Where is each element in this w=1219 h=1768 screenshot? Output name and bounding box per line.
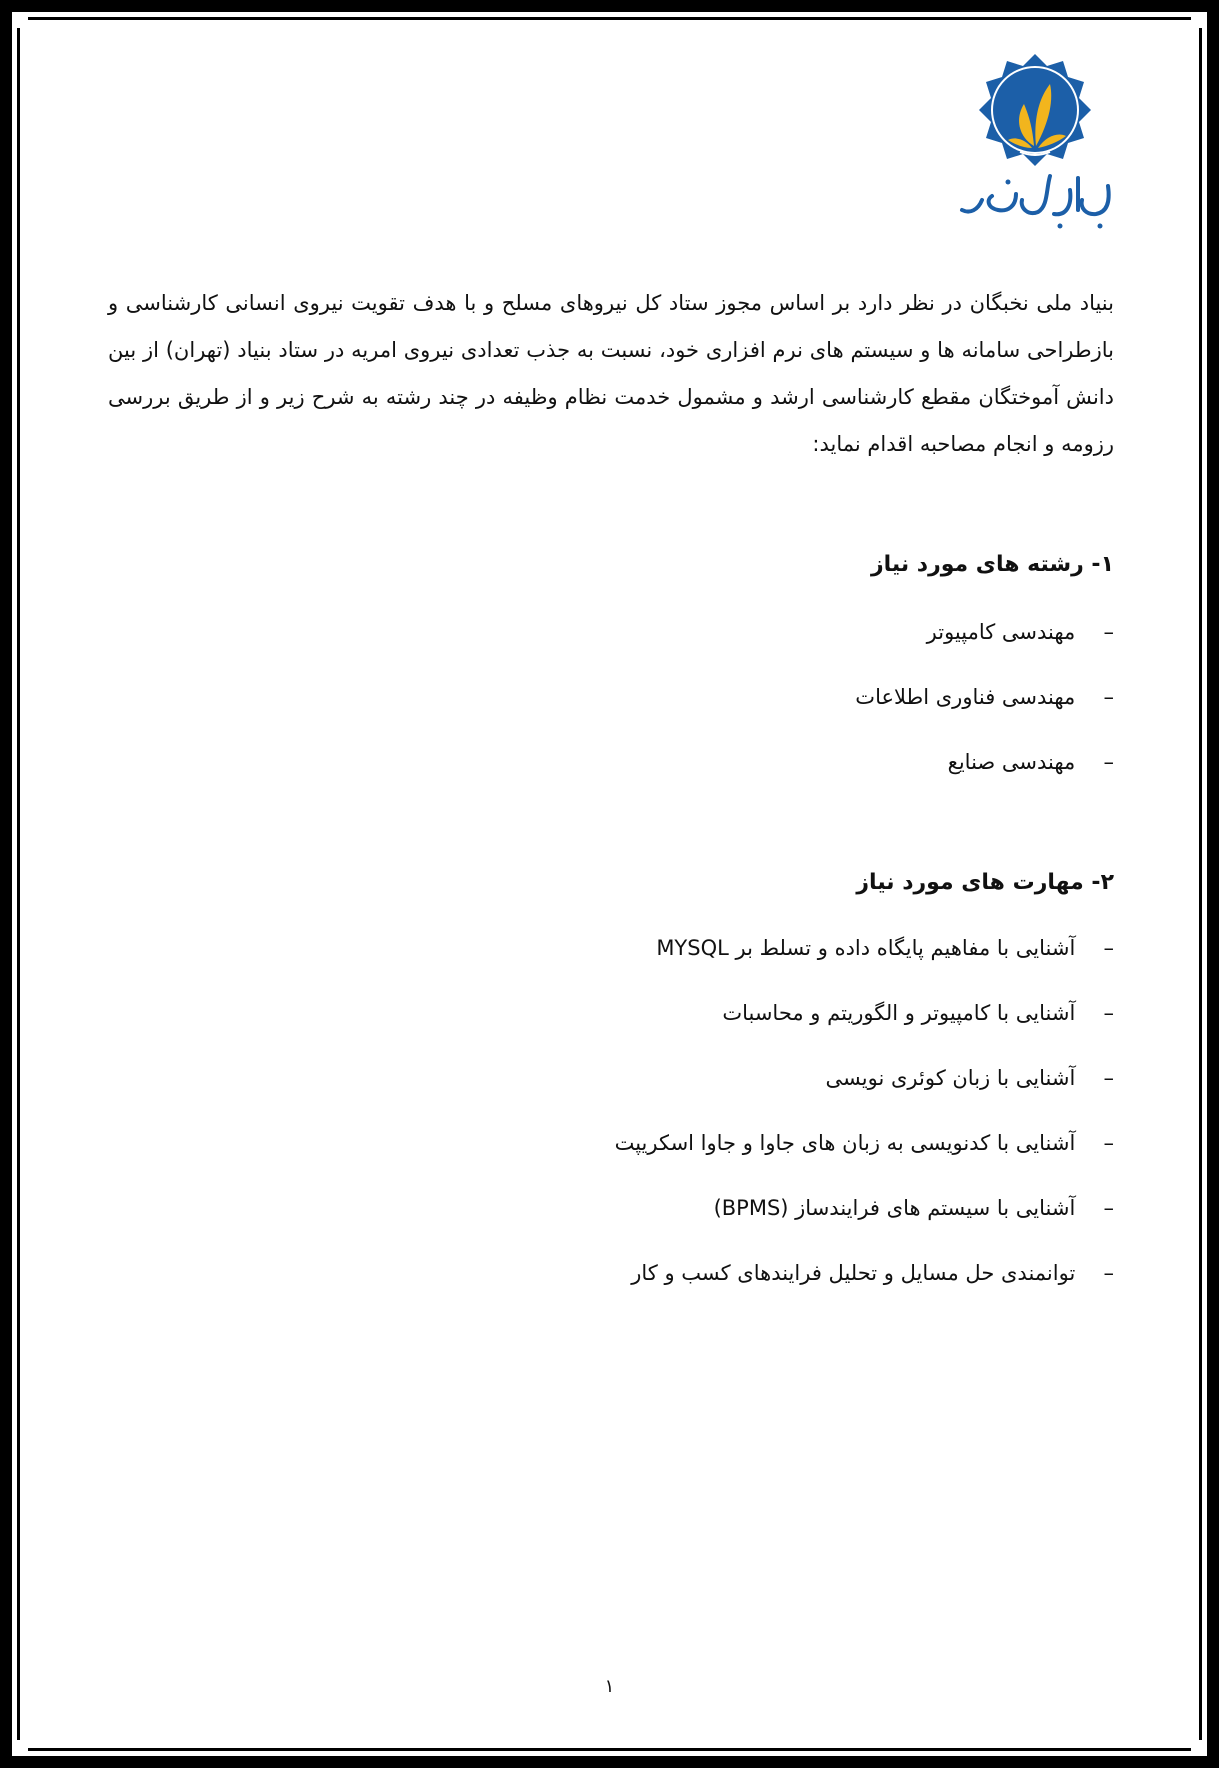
border-bottom-outer <box>0 1756 1219 1768</box>
border-top-outer <box>0 0 1219 12</box>
list-item-text: آشنایی با مفاهیم پایگاه داده و تسلط بر MYSQL <box>656 936 1076 960</box>
foundation-logo <box>950 50 1120 240</box>
border-corner-bottom-left <box>0 1728 40 1768</box>
border-top-inner <box>28 17 1191 20</box>
bullet-dash: – <box>1103 1001 1114 1025</box>
section-heading-skills: ۲- مهارت های مورد نیاز <box>856 870 1114 895</box>
logo-wordmark <box>962 176 1109 229</box>
list-item <box>615 1131 1114 1155</box>
list-item <box>927 620 1114 644</box>
list-item-text: آشنایی با کامپیوتر و الگوریتم و محاسبات <box>722 1001 1076 1025</box>
border-bottom-inner <box>28 1748 1191 1751</box>
list-item <box>948 750 1114 774</box>
list-item <box>722 1001 1114 1025</box>
bullet-dash: – <box>1103 1066 1114 1090</box>
list-item <box>631 1261 1114 1285</box>
bullet-dash: – <box>1103 1196 1114 1220</box>
list-item-text: آشنایی با سیستم های فرایندساز (BPMS) <box>713 1196 1076 1220</box>
intro-paragraph: بنیاد ملی نخبگان در نظر دارد بر اساس مجوز ستاد کل نیروهای مسلح و با هدف تقویت نیروی انسانی کارشناسی و بازطراحی سامانه ها و سیستم های نرم افزاری خود، نسبت به جذب تعدادی نیروی امریه در ستاد بنیاد (تهران) از بین دانش آموختگان مقطع کارشناسی ارشد و مشمول خدمت نظام وظیفه در چند رشته به شرح زیر و از طریق بررسی رزومه و انجام مصاحبه اقدام نماید: <box>108 291 1114 456</box>
border-left-inner <box>17 28 20 1740</box>
border-right-inner <box>1199 28 1202 1740</box>
list-item-text: توانمندی حل مسایل و تحلیل فرایندهای کسب و کار <box>631 1261 1076 1285</box>
border-corner-bottom-right <box>1179 1728 1219 1768</box>
bullet-dash: – <box>1103 1261 1114 1285</box>
bullet-dash: – <box>1103 1131 1114 1155</box>
border-corner-top-right <box>1179 0 1219 40</box>
bullet-dash: – <box>1103 685 1114 709</box>
logo-emblem-icon <box>979 54 1091 166</box>
list-item <box>714 1196 1114 1220</box>
page-number: ۱ <box>604 1676 615 1697</box>
border-left-outer <box>0 0 12 1768</box>
list-item <box>826 1066 1114 1090</box>
section-heading-fields: ۱- رشته های مورد نیاز <box>870 552 1114 577</box>
list-item <box>656 936 1114 960</box>
bullet-dash: – <box>1103 620 1114 644</box>
border-corner-top-left <box>0 0 40 40</box>
list-item-text: مهندسی کامپیوتر <box>926 620 1076 644</box>
list-item-text: مهندسی صنایع <box>947 750 1076 774</box>
list-item-text: آشنایی با کدنویسی به زبان های جاوا و جاوا اسکریپت <box>614 1131 1076 1155</box>
list-item-text: آشنایی با زبان کوئری نویسی <box>825 1066 1076 1090</box>
list-item <box>855 685 1114 709</box>
bullet-dash: – <box>1103 750 1114 774</box>
border-right-outer <box>1207 0 1219 1768</box>
bullet-dash: – <box>1103 936 1114 960</box>
list-item-text: مهندسی فناوری اطلاعات <box>855 685 1076 709</box>
